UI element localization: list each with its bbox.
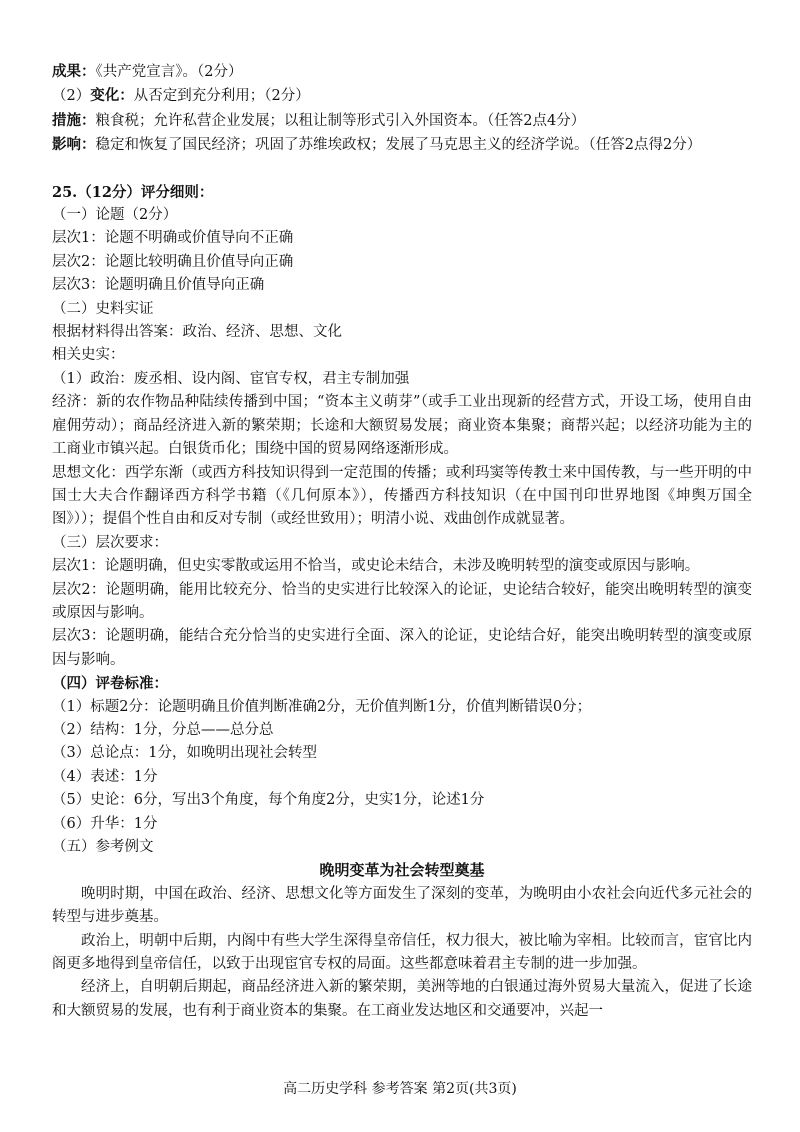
part5-title: （五）参考例文 [52,839,154,855]
part4-title: （四）评卷标准： [52,675,168,693]
criterion-line: （4）表述：1分 [52,768,158,785]
essay-paragraph: 政治上，明朝中后期，内阁中有些大学生深得皇帝信任，权力很大，被比喻为宰相。比较而言，宦官比内阁更多地得到皇帝信任，以致于出现宦官专权的局面。这些都意味着君主专制的进一步加强。 [52,932,752,973]
measures-text: 粮食税；允许私营企业发展；以租让制等形式引入外国资本。（任答2点4分） [95,112,586,129]
page-footer: 高二历史学科 参考答案 第2页(共3页) [283,1081,517,1097]
requirement-level: 层次3：论题明确，能结合充分恰当的史实进行全面、深入的论证，史论结合好，能突出晚明转型的演变或原因与影响。 [52,628,752,668]
impact-paragraph [52,133,752,157]
level-line: 层次2：论题比较明确且价值导向正确 [52,253,294,270]
spacer [52,158,752,181]
change-label: 变化： [90,87,134,105]
measures-line [52,109,752,133]
essay-paragraph: 经济上，自明朝后期起，商品经济进入新的繁荣期，美洲等地的白银通过海外贸易大量流入，促进了长途和大额贸易的发展，也有利于商业资本的集聚。在工商业发达地区和交通要冲，兴起一 [52,979,752,1019]
result-label: 成果： [52,63,96,80]
criterion-line: （5）史论：6分，写出3个角度，每个角度2分，史实1分，论述1分 [52,792,485,809]
requirement-level: 层次1：论题明确，但史实零散或运用不恰当，或史论未结合，未涉及晚明转型的演变或原因与影响。 [52,558,700,575]
q25-heading: 25.（12分）评分细则： [52,183,214,201]
essay-title: 晚明变革为社会转型奠基 [319,861,485,880]
part2-title: （二）史料实证 [52,300,154,317]
culture-fact: 思想文化：西学东渐（或西方科技知识得到一定范围的传播；或利玛窦等传教士来中国传教，与一些开明的中国士大夫合作翻译西方科学书籍（《几何原本》），传播西方科技知识（在中国刊印世界地图《坤舆万国全图》））；提倡个性自由和反对专制（或经世致用）；明清小说、戏曲创作成就显著。 [52,464,752,528]
criterion-line: （1）标题2分：论题明确且价值判断准确2分，无价值判断1分，价值判断错误0分； [52,698,592,715]
part3-title: （三）层次要求： [52,534,168,551]
result-text: 《共产党宣言》。（2分） [95,64,243,80]
part1-title: （一）论题（2分） [52,207,178,224]
criterion-line: （2）结构：1分，分总——总分总 [52,721,274,738]
answer-page [52,60,752,1023]
change-line [52,84,752,108]
change-text: 从否定到充分利用；（2分） [133,88,310,105]
criterion-line: （3）总论点：1分，如晚明出现社会转型 [52,745,317,762]
politics-fact: （1）政治：废丞相、设内阁、宦官专权，君主专制加强 [52,370,410,387]
essay-paragraph: 晚明时期，中国在政治、经济、思想文化等方面发生了深刻的变革，为晚明由小农社会向近代多元社会的转型与进步奠基。 [52,885,752,926]
impact-text: 稳定和恢复了国民经济；巩固了苏维埃政权；发展了马克思主义的经济学说。（任答2点得2分） [95,137,702,154]
impact-label: 影响： [52,136,96,154]
related-facts-label: 相关史实： [52,347,125,364]
part2-answer: 根据材料得出答案：政治、经济、思想、文化 [52,324,342,341]
requirement-level: 层次2：论题明确，能用比较充分、恰当的史实进行比较深入的论证，史论结合较好，能突出晚明转型的演变或原因与影响。 [52,581,752,621]
criterion-line: （6）升华：1分 [52,815,158,832]
level-line: 层次1：论题不明确或价值导向不正确 [52,230,294,247]
economy-fact: 经济：新的农作物品种陆续传播到中国；“资本主义萌芽”（或手工业出现新的经营方式，开设工场，使用自由雇佣劳动）；商品经济进入新的繁荣期；长途和大额贸易发展；商业资本集聚；商帮兴起；以经济功能为主的工商业市镇兴起。白银货币化；围绕中国的贸易网络逐渐形成。 [52,394,752,458]
change-prefix: （2） [52,88,91,105]
level-line: 层次3：论题明确且价值导向正确 [52,277,265,294]
result-line [52,60,752,84]
measures-label: 措施： [52,111,96,129]
